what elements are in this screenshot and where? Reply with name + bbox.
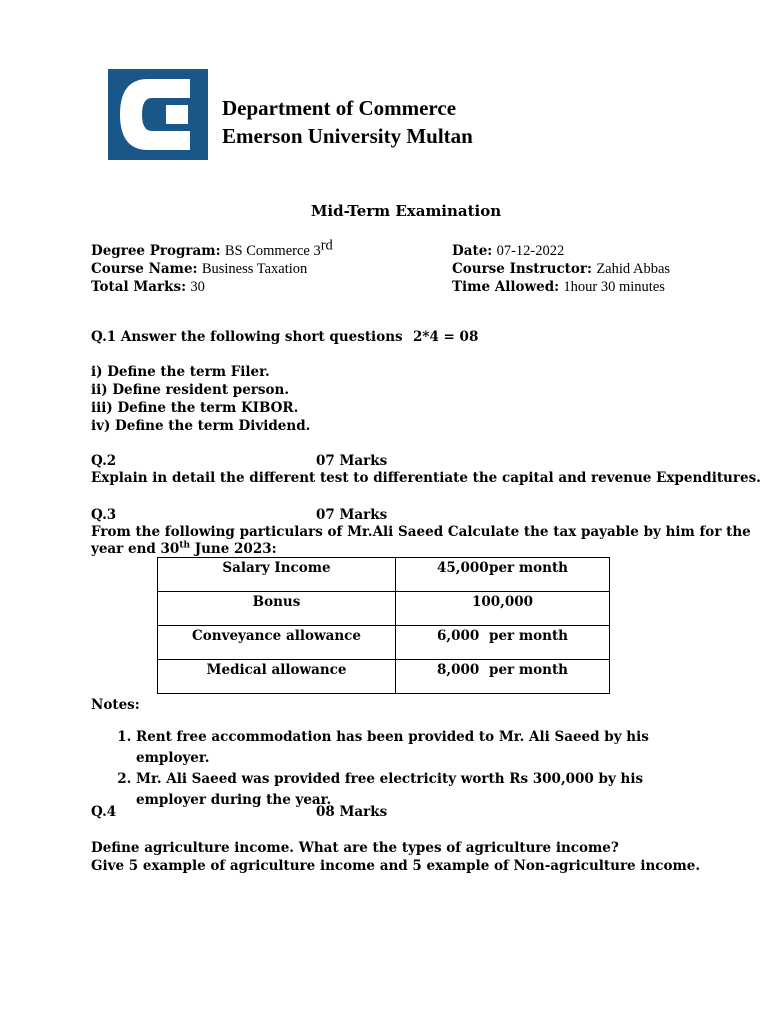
table-row xyxy=(158,592,610,626)
q3-marks: 07 Marks xyxy=(316,507,388,523)
notes-list xyxy=(91,727,696,811)
total-marks-value: 30 xyxy=(190,279,205,295)
degree-program-value: BS Commerce 3 xyxy=(224,243,321,259)
table-cell-amount: 100,000 xyxy=(396,592,610,626)
table-row xyxy=(158,558,610,592)
q3-text-line2 xyxy=(91,541,277,558)
q1-heading: Q.1 Answer the following short questions xyxy=(91,329,403,345)
date-line xyxy=(452,243,564,260)
notes-label: Notes: xyxy=(91,697,140,713)
q4-marks: 08 Marks xyxy=(316,804,388,820)
q2-number: Q.2 xyxy=(91,453,117,469)
course-name-value: Business Taxation xyxy=(201,261,308,277)
degree-program-sup: rd xyxy=(320,237,333,254)
list-item: 2. Mr. Ali Saeed was provided free electricity worth Rs 300,000 by his employer during the year. xyxy=(136,769,696,811)
q3-year-end-sup: th xyxy=(179,540,191,551)
instructor-line xyxy=(452,261,670,278)
q2-text: Explain in detail the different test to differentiate the capital and revenue Expenditures. xyxy=(91,470,761,486)
table-cell-item: Medical allowance xyxy=(158,660,396,694)
q1-item-3: iii) Define the term KIBOR. xyxy=(91,400,299,416)
institution-heading xyxy=(222,94,473,150)
q4-line1: Define agriculture income. What are the types of agriculture income? xyxy=(91,840,619,856)
table-cell-item: Bonus xyxy=(158,592,396,626)
course-name-label: Course Name: xyxy=(91,261,198,277)
exam-title: Mid-Term Examination xyxy=(310,202,502,220)
table-row xyxy=(158,626,610,660)
degree-program-line xyxy=(91,237,333,260)
q1-item-2: ii) Define resident person. xyxy=(91,382,290,398)
q3-year-end: year end 30 xyxy=(91,541,180,557)
q1-item-4: iv) Define the term Dividend. xyxy=(91,418,311,434)
department-name: Department of Commerce xyxy=(222,96,457,120)
q1-item-1: i) Define the term Filer. xyxy=(91,364,270,380)
list-item: 1. Rent free accommodation has been provided to Mr. Ali Saeed by his employer. xyxy=(136,727,696,769)
q4-number: Q.4 xyxy=(91,804,117,820)
logo-c-mark xyxy=(108,69,208,160)
university-name: Emerson University Multan xyxy=(222,124,473,148)
q1-marks: 2*4 = 08 xyxy=(413,329,479,345)
degree-program-label: Degree Program: xyxy=(91,243,221,259)
table-cell-item: Salary Income xyxy=(158,558,396,592)
time-allowed-line xyxy=(452,279,665,296)
table-cell-amount: 8,000 per month xyxy=(396,660,610,694)
total-marks-label: Total Marks: xyxy=(91,279,187,295)
q3-number: Q.3 xyxy=(91,507,117,523)
university-logo xyxy=(108,69,208,160)
q3-year-end-rest: June 2023: xyxy=(190,541,277,557)
date-value: 07-12-2022 xyxy=(496,243,565,259)
particulars-table xyxy=(157,557,610,694)
table-cell-item: Conveyance allowance xyxy=(158,626,396,660)
table-row xyxy=(158,660,610,694)
q3-text-line1: From the following particulars of Mr.Ali Saeed Calculate the tax payable by him for the xyxy=(91,524,751,540)
time-allowed-label: Time Allowed: xyxy=(452,279,560,295)
instructor-label: Course Instructor: xyxy=(452,261,593,277)
q2-marks: 07 Marks xyxy=(316,453,388,469)
date-label: Date: xyxy=(452,243,493,259)
instructor-value: Zahid Abbas xyxy=(596,261,671,277)
table-cell-amount: 6,000 per month xyxy=(396,626,610,660)
course-name-line xyxy=(91,261,307,278)
q4-line2: Give 5 example of agriculture income and 5 example of Non-agriculture income. xyxy=(91,858,701,874)
total-marks-line xyxy=(91,279,205,296)
time-allowed-value: 1hour 30 minutes xyxy=(563,279,665,295)
table-cell-amount: 45,000per month xyxy=(396,558,610,592)
